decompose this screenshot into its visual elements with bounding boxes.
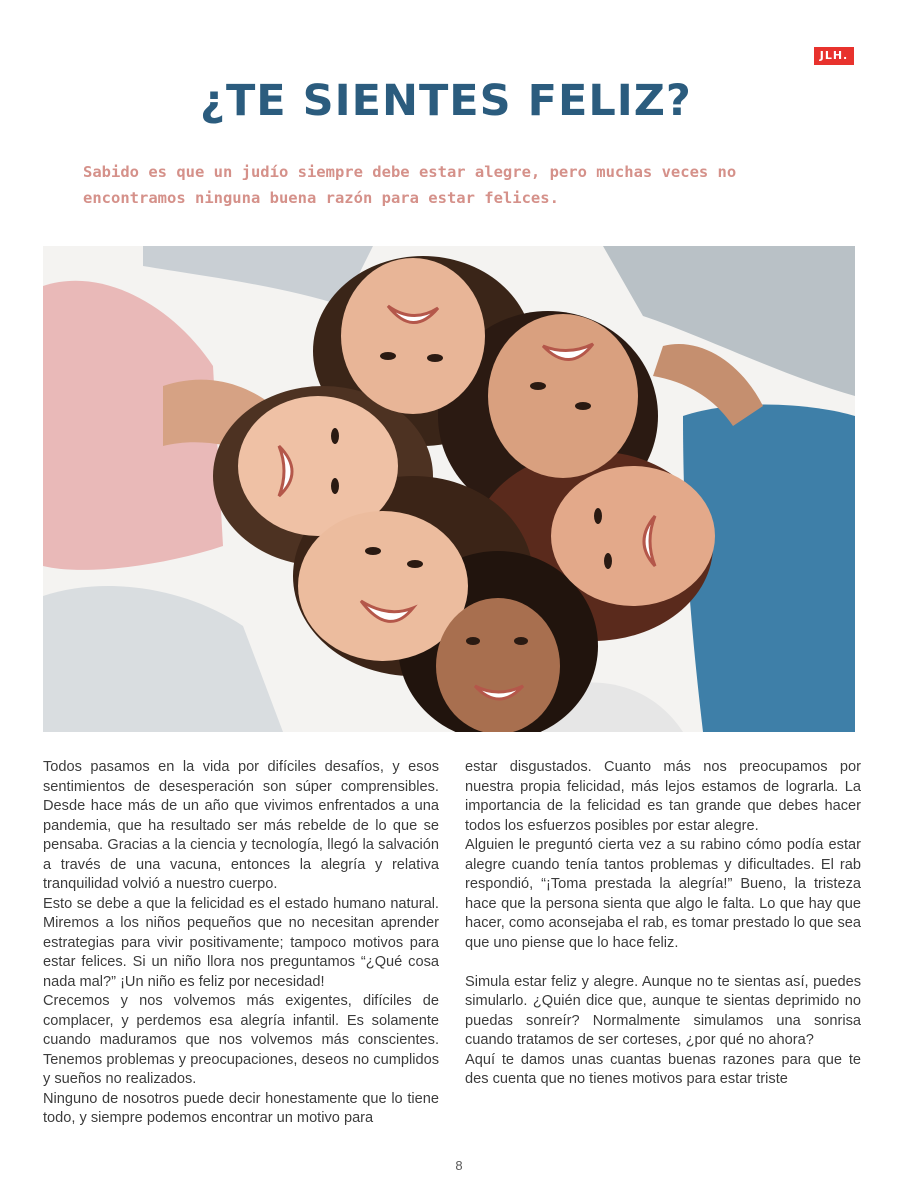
paragraph: Esto se debe a que la felicidad es el estado humano natural. Miremos a los niños pequeños que no necesitan aprender estrategias para vivir positivamente; tampoco motivos para estar felices. Si un niño llora nos preguntamos “¿Qué cosa nada mal?” ¡Un niño es feliz por necesidad! xyxy=(43,895,439,990)
page-title: ¿TE SIENTES FELIZ? xyxy=(200,76,692,126)
paragraph: Ninguno de nosotros puede decir honestamente que lo tiene todo, y siempre podemos encontrar un motivo para xyxy=(43,1090,439,1126)
page-number: 8 xyxy=(455,1158,463,1173)
paragraph: Crecemos y nos volvemos más exigentes, difíciles de complacer, y perdemos esa alegría infantil. Es solamente cuando maduramos que nos volvemos más conscientes. Tenemos problemas y preocupaciones, deseos no cumplidos y sueños no realizados. xyxy=(43,993,439,1087)
hero-photo-illustration xyxy=(43,246,855,732)
hero-photo xyxy=(43,246,855,732)
intro-text: Sabido es que un judío siempre debe estar alegre, pero muchas veces no encontramos ninguna buena razón para estar felices. xyxy=(83,163,737,207)
paragraph: Alguien le preguntó cierta vez a su rabino cómo podía estar alegre cuando tenía tantos problemas y dificultades. El rab respondió, “¡Toma prestada la alegría!” Bueno, la tristeza hace que la persona sienta que algo le falta. Lo que hay que hacer, como aconsejaba el rab, es tomar prestado lo que sea que uno piense que lo hace feliz. xyxy=(465,837,861,951)
paragraph: Aquí te damos unas cuantas buenas razones para que te des cuenta que no tienes motivos para estar triste xyxy=(465,1051,861,1087)
paragraph: Simula estar feliz y alegre. Aunque no te sientas así, puedes simularlo. ¿Quién dice que, aunque te sientas deprimido no puedas sonreír? Normalmente simulamos una sonrisa cuando tratamos de ser corteses, ¿por qué no ahora? xyxy=(465,973,861,1048)
paragraph: Todos pasamos en la vida por difíciles desafíos, y esos sentimientos de desesperación son súper comprensibles. Desde hace más de un año que vivimos enfrentados a una pandemia, que ha resultado ser más rebelde de lo que se pensaba. Gracias a la ciencia y tecnología, llegó la salvación a través de una vacuna, entonces la alegría y relativa tranquilidad volvió a nuestro cuerpo. xyxy=(43,759,439,892)
article-column-left xyxy=(43,758,439,1129)
article-column-right xyxy=(465,758,861,1090)
brand-badge: JLH. xyxy=(814,47,854,65)
paragraph: estar disgustados. Cuanto más nos preocupamos por nuestra propia felicidad, más lejos estamos de lograrla. La importancia de la felicidad es tan grande que debes hacer todos los esfuerzos posibles por estar alegre. xyxy=(465,759,861,834)
